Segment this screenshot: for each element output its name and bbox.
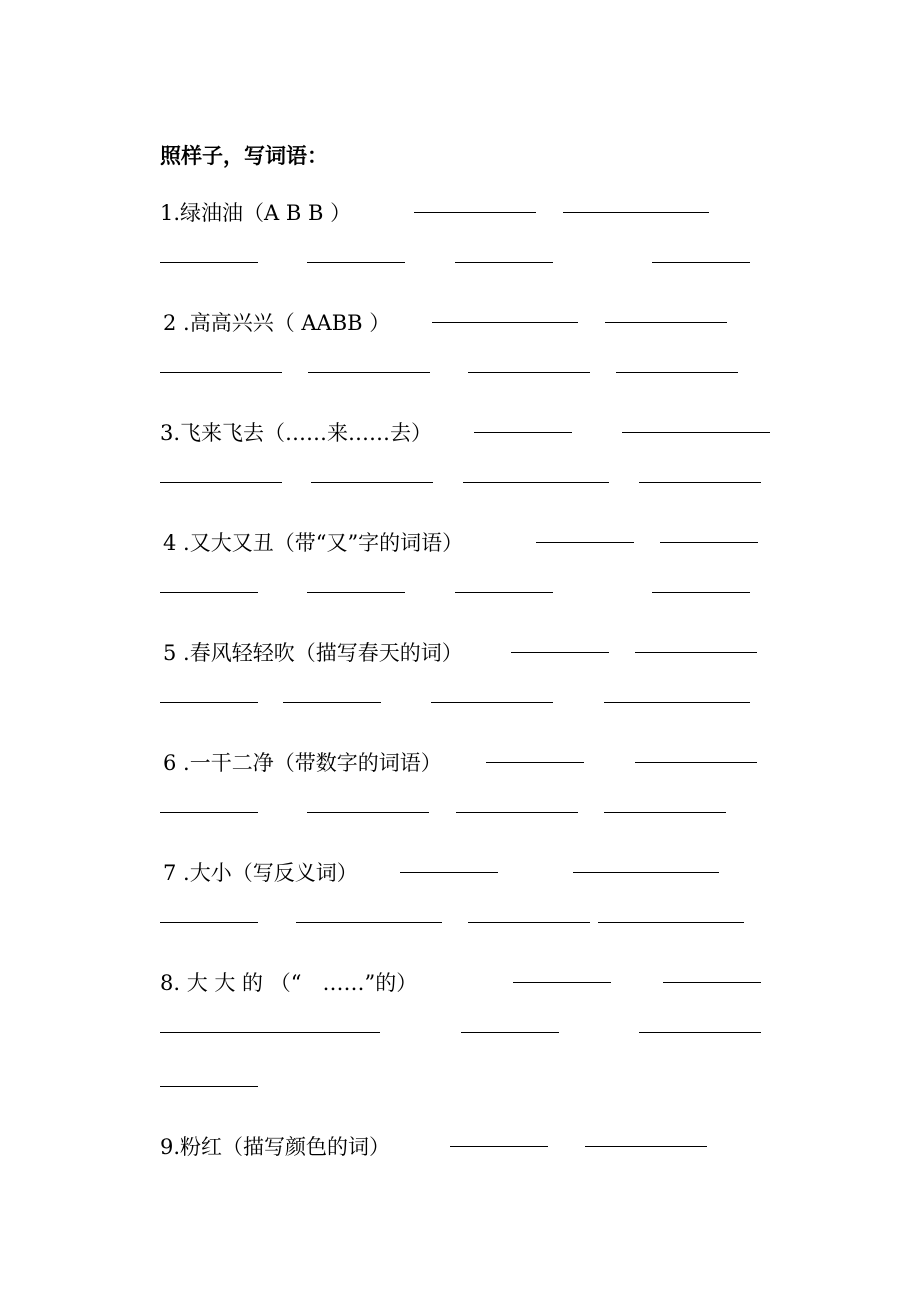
item-3-prompt: 3.飞来飞去（……来……去） — [160, 421, 433, 445]
answer-blank[interactable] — [160, 1086, 258, 1087]
answer-blank[interactable] — [450, 1146, 548, 1147]
answer-blank[interactable] — [652, 592, 750, 593]
answer-blank[interactable] — [604, 812, 726, 813]
answer-blank[interactable] — [160, 592, 258, 593]
item-1-prompt: 1.绿油油（A B B ） — [160, 201, 352, 225]
answer-blank[interactable] — [468, 922, 590, 923]
answer-blank[interactable] — [456, 812, 578, 813]
answer-blank[interactable] — [513, 982, 611, 983]
answer-blank[interactable] — [585, 1146, 707, 1147]
item-2-prompt: 2 .高高兴兴（ AABB ） — [163, 311, 391, 335]
answer-blank[interactable] — [307, 592, 405, 593]
answer-blank[interactable] — [461, 1032, 559, 1033]
answer-blank[interactable] — [160, 262, 258, 263]
answer-blank[interactable] — [160, 482, 282, 483]
answer-blank[interactable] — [563, 212, 709, 213]
answer-blank[interactable] — [283, 702, 381, 703]
worksheet-title: 照样子，写词语： — [160, 143, 328, 168]
item-8-row — [0, 966, 920, 1000]
item-1-answer-row — [0, 246, 920, 280]
answer-blank[interactable] — [511, 652, 609, 653]
item-9-prompt: 9.粉红（描写颜色的词） — [160, 1135, 391, 1159]
item-5-answer-row — [0, 686, 920, 720]
answer-blank[interactable] — [432, 322, 578, 323]
answer-blank[interactable] — [639, 482, 761, 483]
answer-blank[interactable] — [486, 762, 584, 763]
item-7-prompt: 7 .大小（写反义词） — [163, 861, 358, 885]
answer-blank[interactable] — [573, 872, 719, 873]
item-8-prompt: 8. 大 大 的 （“ ……”的） — [160, 971, 418, 995]
answer-blank[interactable] — [160, 812, 258, 813]
item-7-answer-row — [0, 906, 920, 940]
answer-blank[interactable] — [160, 922, 258, 923]
item-3-row — [0, 416, 920, 450]
answer-blank[interactable] — [160, 372, 282, 373]
answer-blank[interactable] — [414, 212, 536, 213]
item-3-answer-row — [0, 466, 920, 500]
answer-blank[interactable] — [307, 262, 405, 263]
item-9-row — [0, 1130, 920, 1164]
answer-blank[interactable] — [605, 322, 727, 323]
answer-blank[interactable] — [468, 372, 590, 373]
answer-blank[interactable] — [616, 372, 738, 373]
item-6-row — [0, 746, 920, 780]
answer-blank[interactable] — [400, 872, 498, 873]
answer-blank[interactable] — [307, 812, 429, 813]
item-2-answer-row — [0, 356, 920, 390]
answer-blank[interactable] — [663, 982, 761, 983]
item-2-row — [0, 306, 920, 340]
item-7-row — [0, 856, 920, 890]
answer-blank[interactable] — [455, 592, 553, 593]
item-8-answer-row — [0, 1016, 920, 1050]
answer-blank[interactable] — [639, 1032, 761, 1033]
answer-blank[interactable] — [622, 432, 770, 433]
answer-blank[interactable] — [652, 262, 750, 263]
answer-blank[interactable] — [455, 262, 553, 263]
item-8-answer-row-2 — [0, 1070, 920, 1104]
answer-blank[interactable] — [296, 922, 442, 923]
answer-blank[interactable] — [635, 652, 757, 653]
answer-blank[interactable] — [308, 372, 430, 373]
item-1-row — [0, 196, 920, 230]
answer-blank[interactable] — [463, 482, 609, 483]
item-4-prompt: 4 .又大又丑（带“又”字的词语） — [163, 531, 464, 555]
answer-blank[interactable] — [635, 762, 757, 763]
answer-blank[interactable] — [598, 922, 744, 923]
answer-blank[interactable] — [660, 542, 758, 543]
answer-blank[interactable] — [311, 482, 433, 483]
answer-blank[interactable] — [160, 702, 258, 703]
answer-blank[interactable] — [474, 432, 572, 433]
item-6-answer-row — [0, 796, 920, 830]
answer-blank[interactable] — [536, 542, 634, 543]
answer-blank[interactable] — [604, 702, 750, 703]
item-6-prompt: 6 .一干二净（带数字的词语） — [163, 751, 442, 775]
item-5-prompt: 5 .春风轻轻吹（描写春天的词） — [163, 641, 463, 665]
item-5-row — [0, 636, 920, 670]
item-4-row — [0, 526, 920, 560]
answer-blank[interactable] — [431, 702, 553, 703]
answer-blank[interactable] — [160, 1032, 380, 1033]
item-4-answer-row — [0, 576, 920, 610]
